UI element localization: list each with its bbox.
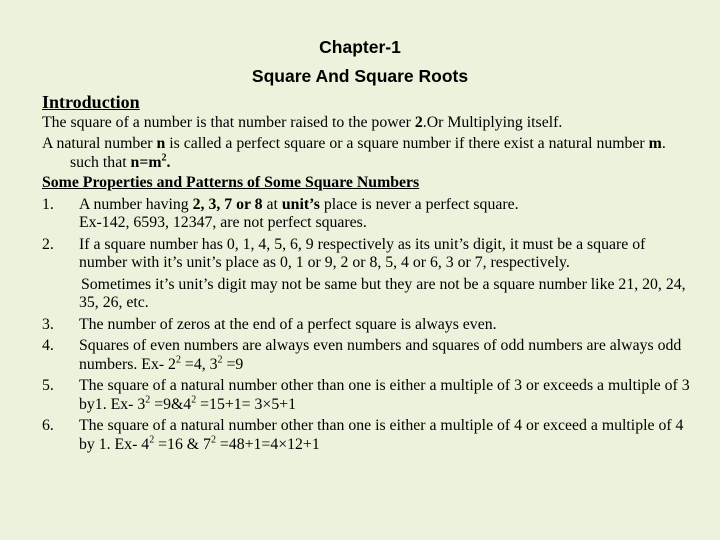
list-number: 5. [42,377,54,394]
superscript: 2 [175,354,181,366]
list-item [42,196,692,233]
list-number: 3. [42,315,54,333]
list-item-text [79,417,692,454]
list-item [42,337,692,374]
list-item-text [79,377,692,414]
bold-text: . [166,153,171,171]
text-run: Squares of even numbers are always even numbers and squares of odd numbers are always odd numbers. Ex- 2 [79,337,682,373]
text-run: =48+1=4×12+1 [215,435,320,453]
superscript: 2 [149,434,155,446]
chapter-title: Square And Square Roots [251,66,469,86]
text-run: place is never a perfect square. [319,195,519,213]
text-run: The square of a natural number other than one is either a multiple of 4 or exceed a multiple of 4 by 1. Ex- 4 [79,417,684,453]
superscript: 2 [191,394,197,406]
section-heading: Some Properties and Patterns of Some Square Numbers [42,174,420,191]
list-item [42,316,692,335]
text-run: The square of a natural number other than one is either a multiple of 3 or exceeds a multiple of 3 by1. Ex- 3 [79,377,690,413]
list-item-text [79,337,692,374]
note-paragraph: Sometimes it’s unit’s digit may not be same but they are not be a square number like 21, 20, 24, 35, 26, etc. [79,275,686,311]
text-run: A natural number [42,135,157,152]
list-item [42,236,692,273]
superscript: 2 [217,354,223,366]
example-text: Ex-142, 6593, 12347, are not perfect squares. [79,214,367,231]
text-run: =15+1= 3×5+1 [196,395,297,413]
text-run: The square of a number is that number raised to the power [42,113,415,131]
text-run: =16 & 7 [154,435,211,453]
bold-text: n [156,135,166,152]
list-number: 6. [42,417,54,434]
bold-text: n=m [130,153,162,171]
text-run: .Or Multiplying itself. [422,113,563,131]
list-item [42,417,692,454]
intro-paragraph-1 [42,114,692,133]
text-run: . such that [70,135,666,171]
intro-paragraph-2 [42,135,692,172]
superscript: 2 [161,152,167,164]
chapter-label: Chapter-1 [319,37,401,57]
list-item-text: The number of zeros at the end of a perfect square is always even. [79,315,497,333]
text-run: at [262,195,282,213]
bold-text: unit’s [281,195,320,213]
list-item-text [79,196,692,233]
list-number: 4. [42,337,54,354]
list-item [42,377,692,414]
text-run: =4, 3 [180,355,218,373]
intro-heading: Introduction [42,92,140,112]
bold-text: 2 [414,113,423,131]
bold-text: m [648,135,662,152]
list-item-text: If a square number has 0, 1, 4, 5, 6, 9 respectively as its unit’s digit, it must be a square of number with it’s unit’s place as 0, 1 or 9, 2 or 8, 5, 4 or 6, 3 or 7, respectively. [79,235,646,271]
text-run: =9&4 [150,395,192,413]
slide-content [42,93,692,457]
superscript: 2 [145,394,151,406]
text-run: A number having [79,195,193,213]
bold-text: 2, 3, 7 or 8 [192,195,263,213]
list-number: 1. [42,195,54,213]
text-run: =9 [222,355,244,373]
superscript: 2 [210,434,216,446]
text-run: is called a perfect square or a square number if there exist a natural number [165,135,649,152]
list-number: 2. [42,235,54,253]
slide-title [0,33,720,91]
